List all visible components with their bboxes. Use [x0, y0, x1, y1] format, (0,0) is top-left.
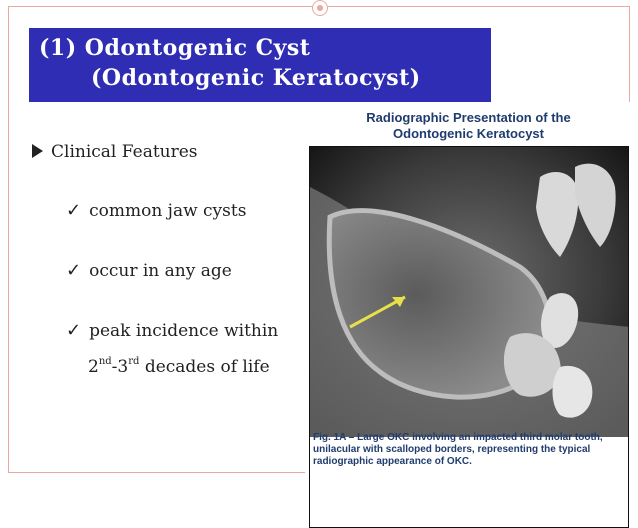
slide-frame-left: [8, 6, 9, 473]
bullet-text: Clinical Features: [51, 142, 198, 162]
figure-heading-line-1: Radiographic Presentation of the: [366, 110, 571, 125]
slide-title-line-1: (1) Odontogenic Cyst: [39, 35, 311, 61]
decade-start-number: 2: [88, 357, 99, 377]
figure-heading: [305, 110, 632, 142]
ordinal-suffix-nd: nd: [98, 356, 112, 367]
slide-title-box: [29, 28, 491, 102]
sub-bullet-text: occur in any age: [89, 261, 232, 281]
sub-bullet-text: peak incidence within: [89, 321, 279, 341]
sub-bullet-item: [66, 260, 232, 281]
bullet-item-clinical-features: [32, 142, 198, 162]
xray-image: [309, 146, 629, 528]
checkmark-icon: ✓: [66, 200, 82, 221]
arrow-bullet-icon: [32, 144, 43, 158]
sub-bullet-continuation: [88, 356, 270, 377]
xray-illustration: [310, 147, 629, 437]
frame-ornament-dot: [312, 0, 328, 16]
slide-title-line-2: (Odontogenic Keratocyst): [91, 65, 421, 91]
radiograph-figure: [305, 102, 632, 479]
sub-bullet-text: common jaw cysts: [89, 201, 247, 221]
figure-caption: Fig. 1A – Large OKC involving an impacted third molar tooth, unilacular with scalloped borders, representing the typical radiographic appearance of OKC.: [313, 432, 603, 467]
ordinal-suffix-rd: rd: [128, 356, 140, 367]
checkmark-icon: ✓: [66, 260, 82, 281]
checkmark-icon: ✓: [66, 320, 82, 341]
decade-end-number: -3: [111, 357, 129, 377]
sub-bullet-item: [66, 320, 278, 341]
decade-text: decades of life: [139, 357, 270, 377]
sub-bullet-item: [66, 200, 246, 221]
figure-heading-line-2: Odontogenic Keratocyst: [393, 126, 544, 141]
